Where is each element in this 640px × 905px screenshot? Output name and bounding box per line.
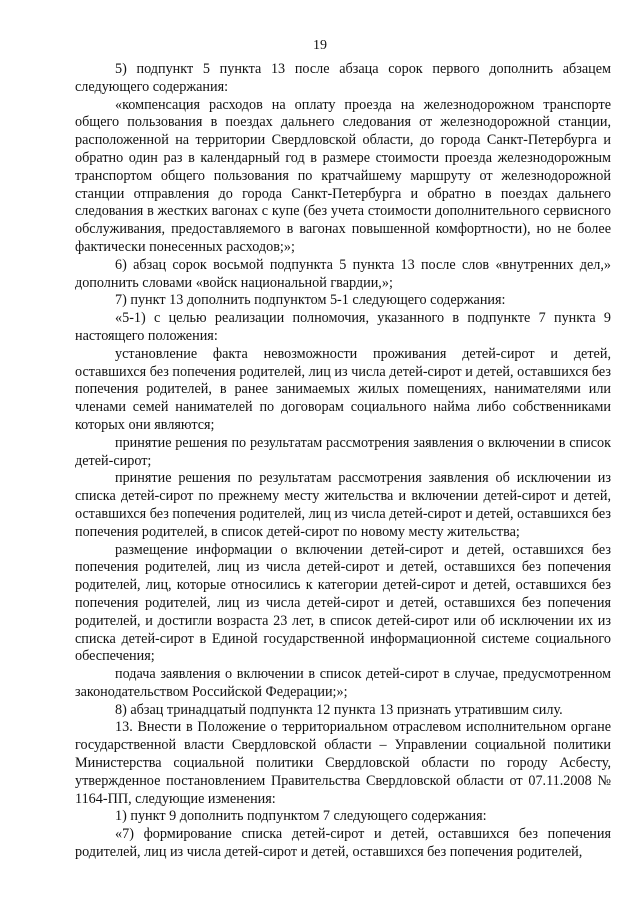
document-body bbox=[75, 61, 611, 862]
page-number: 19 bbox=[313, 38, 327, 53]
paragraph: «7) формирование списка детей-сирот и детей, оставшихся без попечения родителей, лиц из числа детей-сирот и детей, оставшихся без попечения родителей, bbox=[75, 826, 611, 861]
paragraph: размещение информации о включении детей-сирот и детей, оставшихся без попечения родителей, лиц из числа детей-сирот и детей, оставшихся без попечения родителей, лиц, которые относились к категории детей-сирот и детей, оставшихся без попечения родителей, лиц из числа детей-сирот и детей, оставшихся без попечения родителей, и достигли возраста 23 лет, в список детей-сирот или об исключении их из списка детей-сирот в Единой государственной информационной системе социального обеспечения; bbox=[75, 541, 611, 665]
paragraph: подача заявления о включении в список детей-сирот в случае, предусмотренном законодательством Российской Федерации;»; bbox=[75, 666, 611, 700]
paragraph: 7) пункт 13 дополнить подпунктом 5-1 следующего содержания: bbox=[115, 292, 506, 309]
paragraph: 6) абзац сорок восьмой подпункта 5 пункта 13 после слов «внутренних дел,» дополнить словами «войск национальной гвардии,»; bbox=[75, 256, 611, 291]
paragraph: 13. Внести в Положение о территориальном отраслевом исполнительном органе государственной власти Свердловской области – Управлении социальной политики Министерства социальной политики Свердловской области по городу Асбесту, утвержденное постановлением Правительства Свердловской области от 07.11.2008 № 1164-ПП, следующие изменения: bbox=[75, 719, 611, 807]
paragraph: 1) пункт 9 дополнить подпунктом 7 следующего содержания: bbox=[115, 808, 487, 825]
paragraph: «5-1) с целью реализации полномочия, указанного в подпункте 7 пункта 9 настоящего положения: bbox=[75, 310, 611, 344]
paragraph: принятие решения по результатам рассмотрения заявления о включении в список детей-сирот; bbox=[75, 434, 611, 469]
paragraph: установление факта невозможности проживания детей-сирот и детей, оставшихся без попечения родителей, лиц из числа детей-сирот и детей, оставшихся без попечения родителей, в ранее занимаемых жилых помещениях, нанимателями или членами семей нанимателей по договорам социального найма либо собственниками которых они являются; bbox=[75, 345, 611, 433]
paragraph: 5) подпункт 5 пункта 13 после абзаца сорок первого дополнить абзацем следующего содержания: bbox=[75, 61, 611, 95]
paragraph: 8) абзац тринадцатый подпункта 12 пункта 13 признать утратившим силу. bbox=[115, 701, 563, 718]
paragraph: принятие решения по результатам рассмотрения заявления об исключении из списка детей-сирот по прежнему месту жительства и включении детей-сирот и детей, оставшихся без попечения родителей, лиц из числа детей-сирот и детей, оставшихся без попечения родителей, в список детей-сирот по новому месту жительства; bbox=[75, 470, 611, 540]
paragraph: «компенсация расходов на оплату проезда на железнодорожном транспорте общего пользования в поездах дальнего следования от железнодорожной станции, расположенной на территории Свердловской области, до города Санкт-Петербурга и обратно один раз в календарный год в размере стоимости проезда железнодорожным транспортом общего пользования по кратчайшему маршруту от железнодорожной станции отправления до города Санкт-Петербурга и обратно в поездах дальнего следования в жестких вагонах с купе (без учета стоимости дополнительного сервисного обслуживания, предоставляемого в вагонах повышенной комфортности), но не более фактически понесенных расходов;»; bbox=[75, 96, 611, 255]
